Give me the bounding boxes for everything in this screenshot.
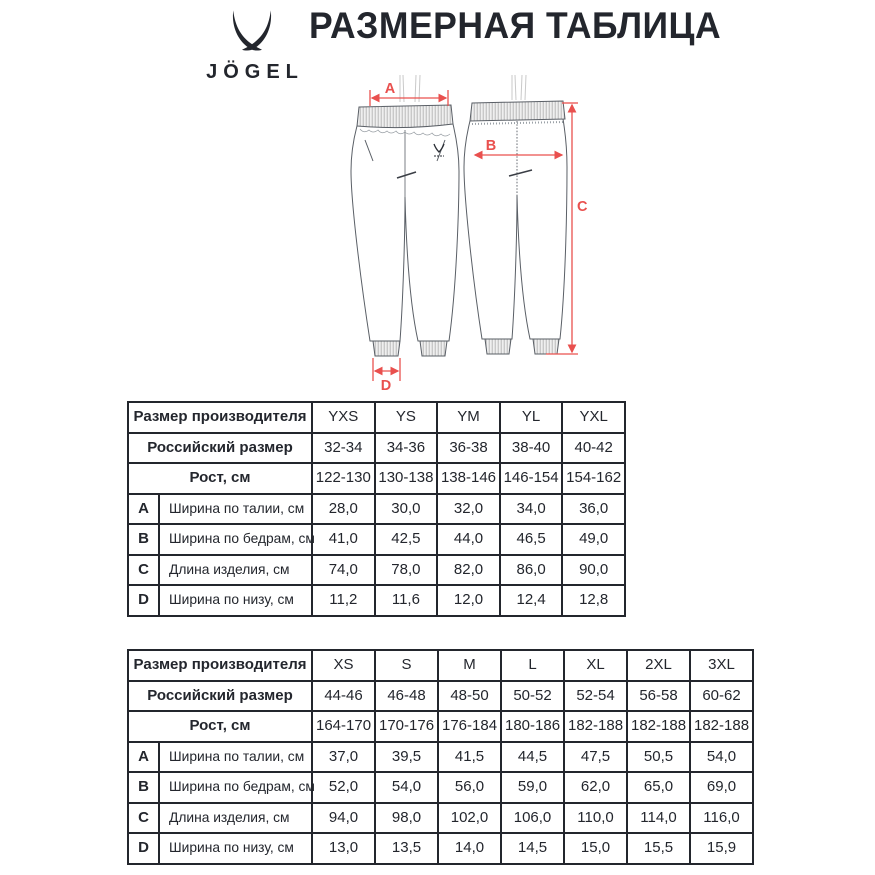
header-value: L (501, 650, 564, 681)
dim-value: 65,0 (627, 772, 690, 803)
header-value: M (438, 650, 501, 681)
header-value: 60-62 (690, 681, 753, 712)
header-label: Рост, см (128, 711, 312, 742)
header-value: 50-52 (501, 681, 564, 712)
header-value: 122-130 (312, 463, 375, 494)
dim-value: 94,0 (312, 803, 375, 834)
header-value: 36-38 (437, 433, 500, 464)
dim-label-c: C (577, 199, 588, 215)
dim-label: Ширина по бедрам, см (159, 524, 312, 555)
header-value: 176-184 (438, 711, 501, 742)
cuff-front-right (420, 341, 447, 356)
dim-label: Ширина по низу, см (159, 833, 312, 864)
header-value: 170-176 (375, 711, 438, 742)
measure-row (128, 833, 753, 864)
header-value: YXL (562, 402, 625, 433)
header-value: 138-146 (437, 463, 500, 494)
dim-value: 74,0 (312, 555, 375, 586)
dim-value: 86,0 (500, 555, 563, 586)
dim-letter: B (128, 524, 159, 555)
dim-value: 34,0 (500, 494, 563, 525)
dim-value: 11,2 (312, 585, 375, 616)
dim-value: 28,0 (312, 494, 375, 525)
header-label: Рост, см (128, 463, 312, 494)
dim-value: 56,0 (438, 772, 501, 803)
header-value: 46-48 (375, 681, 438, 712)
dim-label: Ширина по талии, см (159, 494, 312, 525)
measure-row (128, 772, 753, 803)
dim-label: Ширина по талии, см (159, 742, 312, 773)
dim-value: 102,0 (438, 803, 501, 834)
header-value: S (375, 650, 438, 681)
header-value: 44-46 (312, 681, 375, 712)
dim-value: 116,0 (690, 803, 753, 834)
dim-value: 30,0 (375, 494, 438, 525)
header-value: 32-34 (312, 433, 375, 464)
header-value: 164-170 (312, 711, 375, 742)
dim-label-d: D (380, 378, 392, 394)
dim-value: 106,0 (501, 803, 564, 834)
jogel-logo (196, 2, 308, 84)
dim-value: 12,4 (500, 585, 563, 616)
header-value: 182-188 (690, 711, 753, 742)
header-label: Российский размер (128, 433, 312, 464)
dim-value: 12,0 (437, 585, 500, 616)
dim-value: 11,6 (375, 585, 438, 616)
dim-value: 54,0 (690, 742, 753, 773)
drawstring-back (512, 75, 526, 100)
dim-label: Длина изделия, см (159, 555, 312, 586)
jogel-logo-text: JÖGEL (206, 61, 304, 83)
header-value: XS (312, 650, 375, 681)
waistband-front (357, 105, 453, 128)
dim-value: 49,0 (562, 524, 625, 555)
dim-value: 98,0 (375, 803, 438, 834)
dim-value: 14,0 (438, 833, 501, 864)
dim-value: 41,5 (438, 742, 501, 773)
header-value: 146-154 (500, 463, 563, 494)
dim-value: 110,0 (564, 803, 627, 834)
cuff-front-left (373, 341, 400, 356)
dim-value: 62,0 (564, 772, 627, 803)
dim-a-arrow (370, 90, 448, 106)
dim-value: 32,0 (437, 494, 500, 525)
header-label: Российский размер (128, 681, 312, 712)
header-row (128, 681, 753, 712)
dim-value: 14,5 (501, 833, 564, 864)
header-value: 130-138 (375, 463, 438, 494)
header-row (128, 402, 625, 433)
header-value: 154-162 (562, 463, 625, 494)
dim-value: 90,0 (562, 555, 625, 586)
pants-measurement-diagram (320, 75, 620, 397)
pants-back-view (464, 75, 567, 354)
header-label: Размер производителя (128, 402, 312, 433)
dim-value: 52,0 (312, 772, 375, 803)
header-row (128, 463, 625, 494)
dim-value: 44,5 (501, 742, 564, 773)
header-value: 38-40 (500, 433, 563, 464)
header-value: 182-188 (564, 711, 627, 742)
header-value: 3XL (690, 650, 753, 681)
dim-value: 47,5 (564, 742, 627, 773)
dim-value: 13,0 (312, 833, 375, 864)
header-value: 34-36 (375, 433, 438, 464)
dim-value: 54,0 (375, 772, 438, 803)
header-value: YS (375, 402, 438, 433)
dim-value: 41,0 (312, 524, 375, 555)
dim-value: 42,5 (375, 524, 438, 555)
dim-value: 44,0 (437, 524, 500, 555)
header-row (128, 711, 753, 742)
dim-value: 12,8 (562, 585, 625, 616)
dim-value: 36,0 (562, 494, 625, 525)
dim-value: 114,0 (627, 803, 690, 834)
dim-letter: C (128, 555, 159, 586)
header-value: YXS (312, 402, 375, 433)
header-value: 56-58 (627, 681, 690, 712)
dim-value: 46,5 (500, 524, 563, 555)
waistband-back (470, 101, 565, 121)
dim-value: 78,0 (375, 555, 438, 586)
dim-value: 15,5 (627, 833, 690, 864)
measure-row (128, 494, 625, 525)
dim-label: Ширина по низу, см (159, 585, 312, 616)
dim-letter: A (128, 494, 159, 525)
header-value: 48-50 (438, 681, 501, 712)
header-value: YL (500, 402, 563, 433)
header-value: 180-186 (501, 711, 564, 742)
dim-letter: D (128, 833, 159, 864)
header-value: YM (437, 402, 500, 433)
dim-value: 15,9 (690, 833, 753, 864)
measure-row (128, 524, 625, 555)
cuff-back-right (533, 339, 559, 354)
header-row (128, 650, 753, 681)
dim-value: 59,0 (501, 772, 564, 803)
dim-label: Ширина по бедрам, см (159, 772, 312, 803)
header-row (128, 433, 625, 464)
header-value: 52-54 (564, 681, 627, 712)
dim-value: 15,0 (564, 833, 627, 864)
dim-letter: A (128, 742, 159, 773)
dim-label: Длина изделия, см (159, 803, 312, 834)
dim-value: 50,5 (627, 742, 690, 773)
dim-label-b: B (485, 138, 497, 154)
dim-value: 13,5 (375, 833, 438, 864)
header-value: XL (564, 650, 627, 681)
dim-value: 69,0 (690, 772, 753, 803)
dim-value: 39,5 (375, 742, 438, 773)
cuff-back-left (485, 339, 511, 354)
youth-size-table (127, 401, 626, 617)
pants-front-view (351, 75, 459, 356)
dim-value: 37,0 (312, 742, 375, 773)
jogel-logo-icon (227, 2, 277, 60)
dim-letter: D (128, 585, 159, 616)
dim-label-a: A (384, 81, 396, 97)
measure-row (128, 585, 625, 616)
measure-row (128, 803, 753, 834)
adult-size-table (127, 649, 754, 865)
dim-letter: B (128, 772, 159, 803)
header-label: Размер производителя (128, 650, 312, 681)
dim-value: 82,0 (437, 555, 500, 586)
measure-row (128, 742, 753, 773)
page-title: РАЗМЕРНАЯ ТАБЛИЦА (309, 5, 722, 46)
header-value: 40-42 (562, 433, 625, 464)
header-value: 2XL (627, 650, 690, 681)
measure-row (128, 555, 625, 586)
header-value: 182-188 (627, 711, 690, 742)
dim-letter: C (128, 803, 159, 834)
